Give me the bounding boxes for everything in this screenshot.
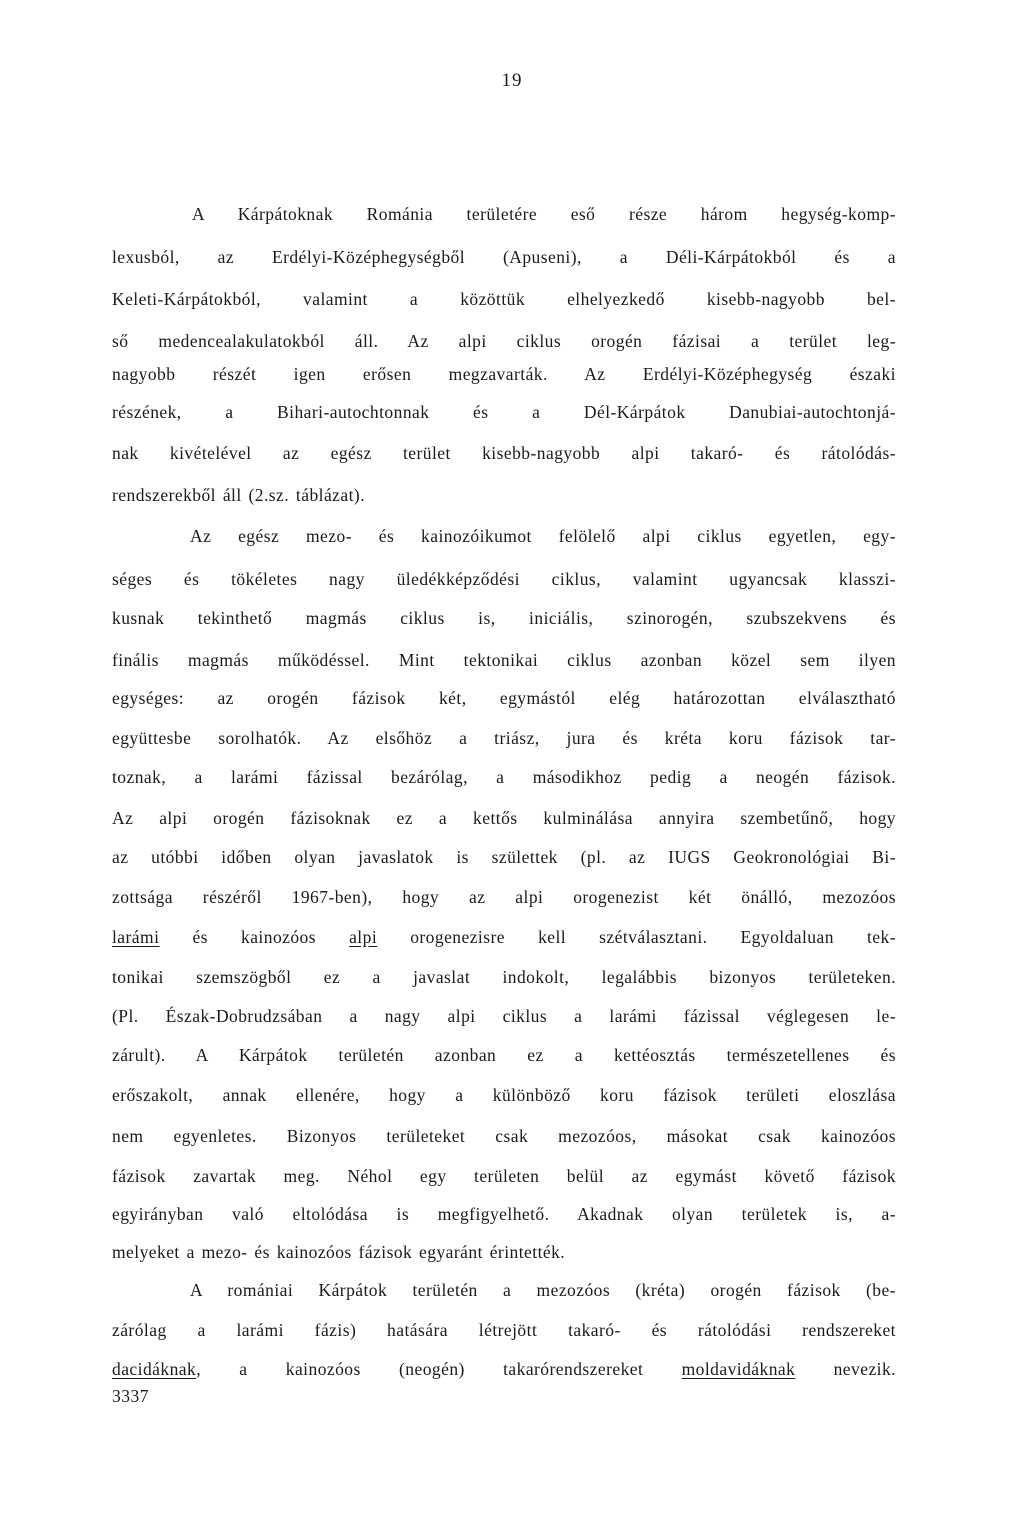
text-line: egységes: az orogén fázisok két, egymástól elég határozottan elválasztható [112, 688, 896, 708]
text-line: kusnak tekinthető magmás ciklus is, iniciális, szinorogén, szubszekvens és [112, 608, 896, 628]
text-line: finális magmás működéssel. Mint tektonikai ciklus azonban közel sem ilyen [112, 650, 896, 670]
page-number: 19 [501, 70, 523, 91]
text-line: zottsága részéről 1967-ben), hogy az alpi orogenezist két önálló, mezozóos [112, 887, 896, 907]
text-line: erőszakolt, annak ellenére, hogy a különböző koru fázisok területi eloszlása [112, 1085, 896, 1105]
text-line: zárult). A Kárpátok területén azonban ez a kettéosztás természetellenes és [112, 1045, 896, 1065]
text-line: larámi és kainozóos alpi orogenezisre kell szétválasztani. Egyoldaluan tek- [112, 927, 896, 947]
text-line: Keleti-Kárpátokból, valamint a közöttük elhelyezkedő kisebb-nagyobb bel- [112, 289, 896, 309]
text-line: séges és tökéletes nagy üledékképződési ciklus, valamint ugyancsak klasszi- [112, 569, 896, 589]
text-line: tonikai szemszögből ez a javaslat indokolt, legalábbis bizonyos területeken. [112, 967, 896, 987]
text-line: dacidáknak, a kainozóos (neogén) takarórendszereket moldavidáknak nevezik. [112, 1359, 896, 1379]
text-line: Az egész mezo- és kainozóikumot felölelő alpi ciklus egyetlen, egy- [190, 526, 896, 546]
underlined-term: alpi [349, 927, 378, 947]
text-line: toznak, a larámi fázissal bezárólag, a másodikhoz pedig a neogén fázisok. [112, 767, 896, 787]
text-line: az utóbbi időben olyan javaslatok is születtek (pl. az IUGS Geokronológiai Bi- [112, 847, 896, 867]
text-line: részének, a Bihari-autochtonnak és a Dél-Kárpátok Danubiai-autochtonjá- [112, 402, 896, 422]
text-line: nagyobb részét igen erősen megzavarták. Az Erdélyi-Középhegység északi [112, 364, 896, 384]
underlined-term: moldavidáknak [681, 1359, 796, 1379]
text-line: egyirányban való eltolódása is megfigyelhető. Akadnak olyan területek is, a- [112, 1204, 896, 1224]
text-line: együttesbe sorolhatók. Az elsőhöz a triász, jura és kréta koru fázisok tar- [112, 728, 896, 748]
text-line: Az alpi orogén fázisoknak ez a kettős kulminálása annyira szembetűnő, hogy [112, 808, 896, 828]
underlined-term: dacidáknak [112, 1359, 197, 1379]
text-line: A romániai Kárpátok területén a mezozóos (kréta) orogén fázisok (be- [190, 1280, 896, 1300]
text-line: zárólag a larámi fázis) hatására létrejött takaró- és rátolódási rendszereket [112, 1320, 896, 1340]
text-line: lexusból, az Erdélyi-Középhegységből (Apuseni), a Déli-Kárpátokból és a [112, 247, 896, 267]
text-line: ső medencealakulatokból áll. Az alpi ciklus orogén fázisai a terület leg- [112, 331, 896, 351]
underlined-term: larámi [112, 927, 160, 947]
text-line: nem egyenletes. Bizonyos területeket csak mezozóos, másokat csak kainozóos [112, 1126, 896, 1146]
text-line: nak kivételével az egész terület kisebb-nagyobb alpi takaró- és rátolódás- [112, 443, 896, 463]
text-line: rendszerekből áll (2.sz. táblázat). [112, 485, 366, 505]
text-line: A Kárpátoknak Románia területére eső része három hegység-komp- [192, 204, 896, 224]
text-line: melyeket a mezo- és kainozóos fázisok egyaránt érintették. [112, 1242, 566, 1262]
text-line: (Pl. Észak-Dobrudzsában a nagy alpi ciklus a larámi fázissal véglegesen le- [112, 1006, 896, 1026]
footer-code: 3337 [112, 1386, 149, 1406]
text-line: fázisok zavartak meg. Néhol egy területen belül az egymást követő fázisok [112, 1166, 896, 1186]
